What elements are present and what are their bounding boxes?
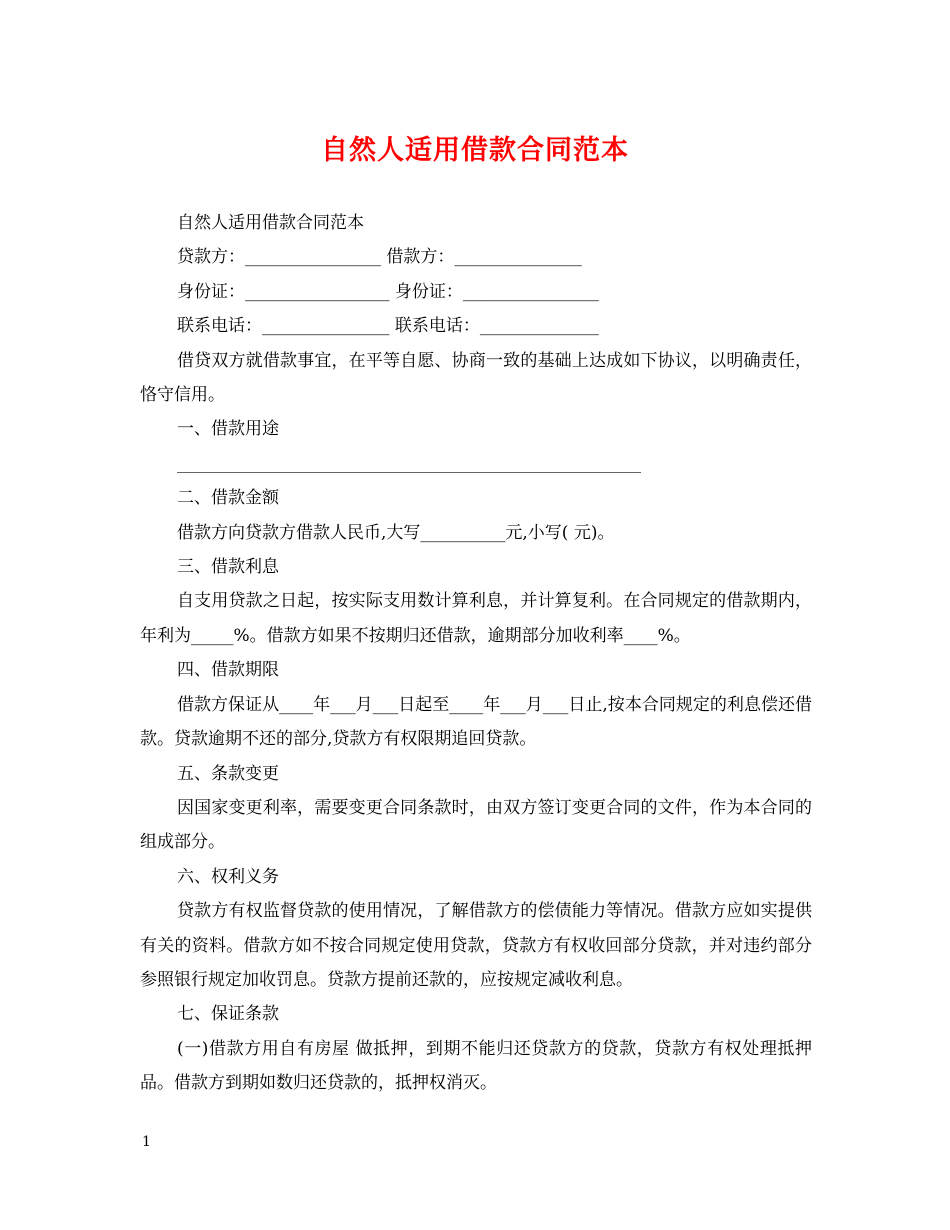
section-heading-term: 四、借款期限: [177, 660, 279, 681]
section-heading-guarantee: 七、保证条款: [177, 1004, 279, 1025]
section-heading-rights: 六、权利义务: [177, 866, 279, 887]
section-heading-amount: 二、借款金额: [177, 488, 279, 509]
amount-paragraph: 借款方向贷款方借款人民币,大写__________元,小写( 元)。: [177, 522, 615, 543]
amendment-paragraph: 因国家变更利率，需要变更合同条款时，由双方签订变更合同的文件，作为本合同的组成部分。: [140, 797, 812, 853]
id-card-line: 身份证：_________________ 身份证：________________: [177, 281, 599, 302]
interest-paragraph: 自支用贷款之日起，按实际支用数计算利息，并计算复利。在合同规定的借款期内，年利为_____%。借款方如果不按期归还借款，逾期部分加收利率____%。: [140, 591, 812, 646]
page-number: 1: [142, 1134, 151, 1150]
guarantee-paragraph: (一)借款方用自有房屋 做抵押，到期不能归还贷款方的贷款，贷款方有权处理抵押品。借款方到期如数归还贷款的，抵押权消灭。: [140, 1038, 812, 1094]
section-heading-amendment: 五、条款变更: [177, 763, 279, 784]
term-paragraph: 借款方保证从____年___月___日起至____年___月___日止,按本合同规定的利息偿还借款。贷款逾期不还的部分,贷款方有权限期追回贷款。: [140, 694, 812, 750]
document-body: [140, 206, 812, 1101]
document-title: 自然人适用借款合同范本: [321, 135, 629, 166]
purpose-blank-line: __________________________________________________________: [177, 453, 641, 473]
subtitle-line: 自然人适用借款合同范本: [177, 213, 364, 233]
section-heading-purpose: 一、借款用途: [177, 419, 279, 440]
preamble-paragraph: 借贷双方就借款事宜，在平等自愿、协商一致的基础上达成如下协议，以明确责任，恪守信用。: [140, 350, 812, 406]
phone-line: 联系电话：_______________ 联系电话：______________: [177, 316, 599, 337]
section-heading-interest: 三、借款利息: [177, 557, 279, 578]
rights-paragraph: 贷款方有权监督贷款的使用情况，了解借款方的偿债能力等情况。借款方应如实提供有关的资料。借款方如不按合同规定使用贷款，贷款方有权收回部分贷款，并对违约部分参照银行规定加收罚息。贷款方提前还款的，应按规定减收利息。: [140, 901, 812, 990]
lender-borrower-line: 贷款方：________________ 借款方：_______________: [177, 247, 582, 268]
